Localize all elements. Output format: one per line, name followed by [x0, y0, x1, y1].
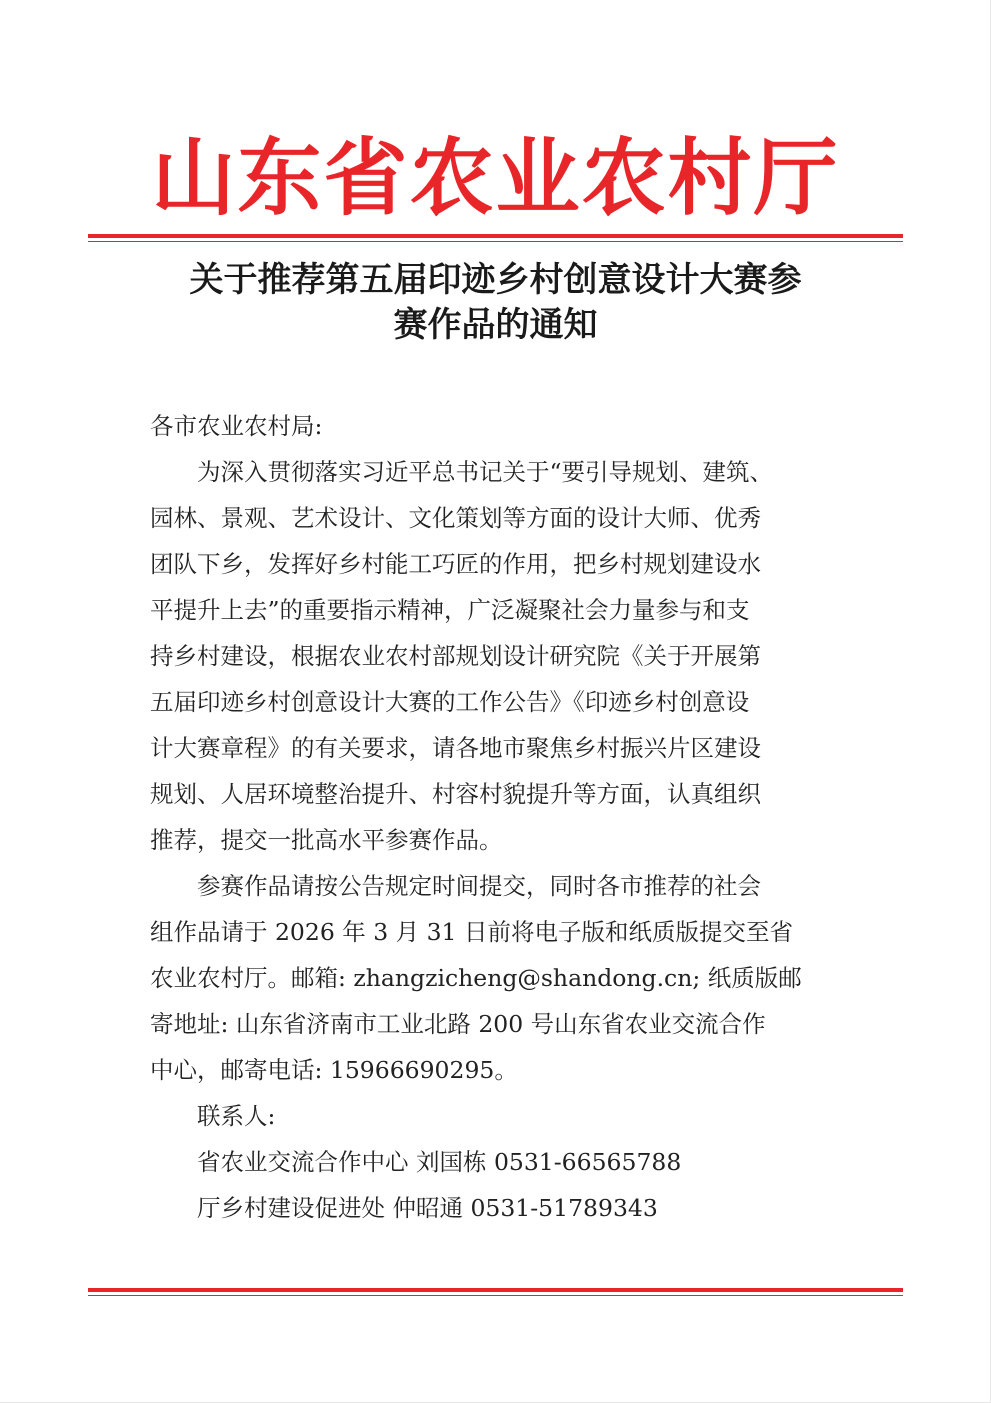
rule-thick-line [88, 234, 903, 238]
paragraph-line: 五届印迹乡村创意设计大赛的工作公告》《印迹乡村创意设 [150, 688, 750, 716]
rule-thick-line [88, 1288, 903, 1292]
footer-red-rule [88, 1288, 903, 1296]
paragraph-line: 参赛作品请按公告规定时间提交，同时各市推荐的社会 [197, 872, 761, 900]
masthead-red-rule [88, 234, 903, 242]
paragraph-line: 组作品请于 2026 年 3 月 31 日前将电子版和纸质版提交至省 [150, 918, 793, 946]
paragraph-line: 推荐，提交一批高水平参赛作品。 [150, 826, 503, 854]
contacts-label: 联系人: [197, 1102, 276, 1130]
rule-thin-line [88, 241, 903, 242]
paragraph-2 [150, 863, 850, 1093]
paragraph-line: 平提升上去”的重要指示精神，广泛凝聚社会力量参与和支 [150, 596, 750, 624]
paragraph-1 [150, 449, 850, 863]
paragraph-line: 团队下乡，发挥好乡村能工巧匠的作用，把乡村规划建设水 [150, 550, 761, 578]
contacts-block [150, 1093, 850, 1231]
paragraph-line: 农业农村厅。邮箱: zhangzicheng@shandong.cn; 纸质版邮 [150, 964, 802, 992]
rule-thin-line [88, 1295, 903, 1296]
paragraph-line: 规划、人居环境整治提升、村容村貌提升等方面，认真组织 [150, 780, 761, 808]
contact-item: 厅乡村建设促进处 仲昭通 0531-51789343 [197, 1194, 658, 1222]
paragraph-line: 园林、景观、艺术设计、文化策划等方面的设计大师、优秀 [150, 504, 761, 532]
paragraph-line: 为深入贯彻落实习近平总书记关于“要引导规划、建筑、 [197, 458, 774, 486]
paragraph-line: 持乡村建设，根据农业农村部规划设计研究院《关于开展第 [150, 642, 761, 670]
paragraph-line: 寄地址: 山东省济南市工业北路 200 号山东省农业交流合作 [150, 1010, 766, 1038]
document-title [100, 258, 891, 348]
title-line-2: 赛作品的通知 [393, 305, 598, 345]
paragraph-line: 计大赛章程》的有关要求，请各地市聚焦乡村振兴片区建设 [150, 734, 761, 762]
paragraph-line: 中心，邮寄电话: 15966690295。 [150, 1056, 518, 1084]
title-line-1: 关于推荐第五届印迹乡村创意设计大赛参 [189, 260, 802, 300]
masthead-org-name: 山东省农业农村厅 [151, 129, 840, 227]
contact-item: 省农业交流合作中心 刘国栋 0531-66565788 [197, 1148, 682, 1176]
document-body [150, 403, 850, 1231]
salutation: 各市农业农村局: [150, 412, 323, 440]
